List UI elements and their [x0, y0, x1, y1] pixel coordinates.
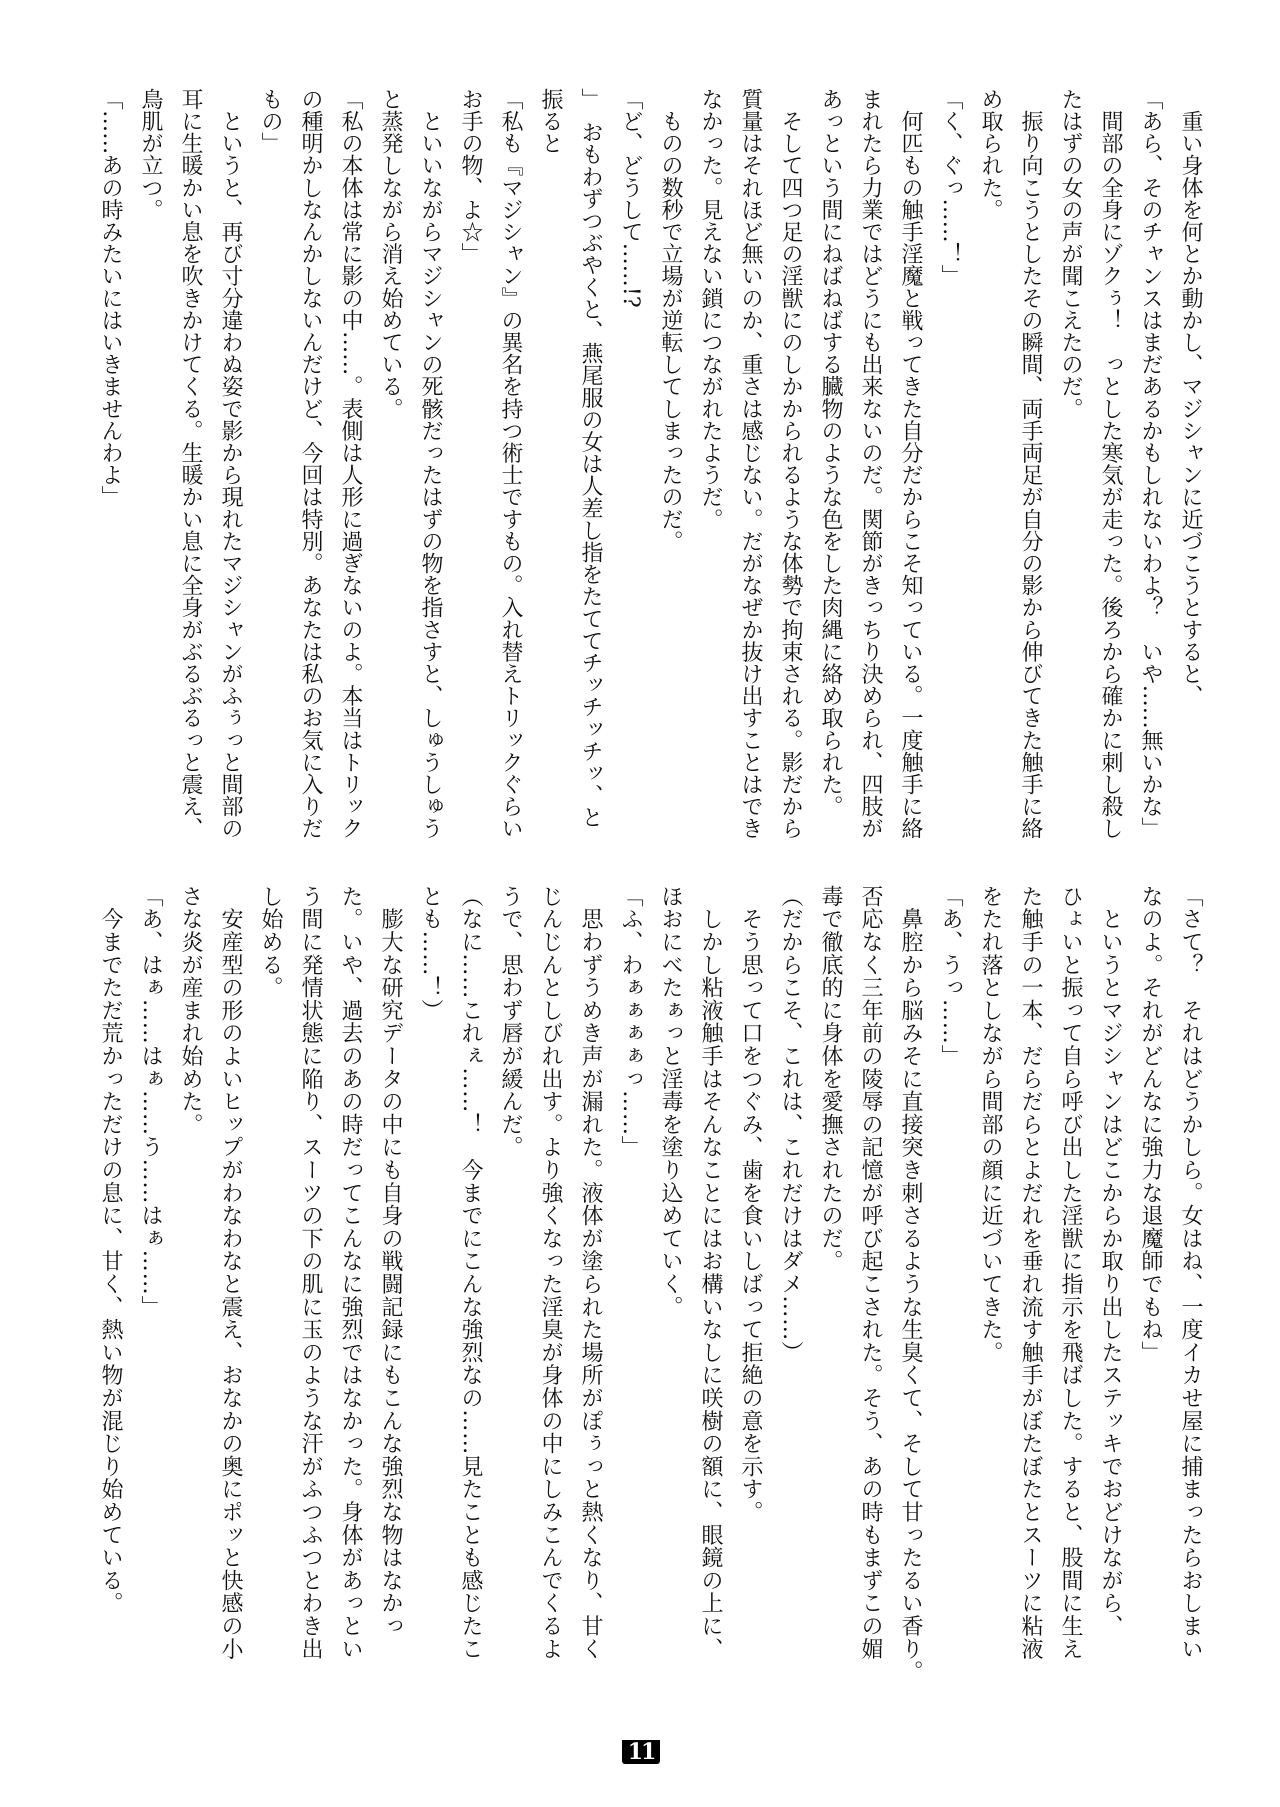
text-column: 耳に生暖かい息を吹きかけてくる。生暖かい息に全身がぶるぶるっと震え、: [178, 88, 203, 840]
text-column: 「ふ、わぁぁぁぁっ……」: [618, 885, 643, 1159]
text-column: 間部の全身にゾクぅ！ っとした寒気が走った。後ろから確かに刺し殺し: [1098, 88, 1123, 840]
upper-text-block: [90, 88, 1210, 848]
text-column: さな炎が産まれ始めた。: [178, 885, 203, 1136]
text-column: う間に発情状態に陥り、スーツの下の肌に玉のような汗がふつふつとわき出: [298, 885, 323, 1661]
text-column: なのよ。それがどんなに強力な退魔師でもね」: [1138, 885, 1163, 1364]
text-column: 「私も『マジシャン』の異名を持つ術士ですもの。入れ替えトリックぐらい: [498, 88, 523, 840]
text-column: 「ど、どうして……!?: [618, 88, 643, 308]
text-column: 今までただ荒かっただけの息に、甘く、熱い物が混じり始めている。: [98, 885, 123, 1615]
text-column: ほおにべたぁっと淫毒を塗り込めていく。: [658, 885, 683, 1319]
text-column: というとマジシャンはどこからか取り出したステッキでおどけながら、: [1098, 885, 1123, 1638]
text-column: 「あら、そのチャンスはまだあるかもしれないわよ？ いや……無いかな」: [1138, 88, 1163, 840]
text-column: 」 おもわずつぶやくと、燕尾服の女は人差し指をたててチッチッチッ、と: [578, 88, 603, 829]
text-column: をたれ落としながら間部の顔に近づいてきた。: [978, 885, 1003, 1364]
text-column: 何匹もの触手淫魔と戦ってきた自分だからこそ知っている。一度触手に絡: [898, 88, 923, 840]
text-column: お手の物、よ☆」: [458, 88, 483, 265]
text-column: 振ると: [538, 88, 563, 155]
text-column: （だからこそ、これは、これだけはダメ……）: [778, 885, 803, 1364]
text-column: まれたら力業ではどうにも出来ないのだ。関節がきっちり決められ、四肢が: [858, 88, 883, 840]
text-column: 安産型の形のよいヒップがわなわなと震え、おなかの奥にポッと快感の小: [218, 885, 243, 1661]
text-column: ひょいと振って自ら呼び出した淫獣に指示を飛ばした。すると、股間に生え: [1058, 885, 1083, 1661]
text-column: 「さて？ それはどうかしら。女はね、一度イカせ屋に捕まったらおしまい: [1178, 885, 1203, 1661]
lower-text-block: [90, 885, 1210, 1683]
text-column: といいながらマジシャンの死骸だったはずの物を指さすと、しゅうしゅう: [418, 88, 443, 840]
text-column: あっという間にねばねばする臓物のような色をした肉縄に絡め取られた。: [818, 88, 843, 818]
text-column: 重い身体を何とか動かし、マジシャンに近づこうとすると、: [1178, 88, 1203, 707]
page-number: 11: [622, 1740, 660, 1764]
text-column: そして四つ足の淫獣にのしかかられるような体勢で拘束される。影だから: [778, 88, 803, 840]
text-column: とも……！）: [418, 885, 443, 1022]
text-column: しかし粘液触手はそんなことにはお構いなしに咲樹の額に、眼鏡の上に、: [698, 885, 723, 1661]
text-column: もの」: [258, 88, 283, 155]
text-column: し始める。: [258, 885, 283, 999]
text-column: と蒸発しながら消え始めている。: [378, 88, 403, 420]
text-column: というと、再び寸分違わぬ姿で影から現れたマジシャンがふぅっと間部の: [218, 88, 243, 840]
text-column: うで、思わず唇が緩んだ。: [498, 885, 523, 1159]
text-column: たはずの女の声が聞こえたのだ。: [1058, 88, 1083, 420]
text-column: 「く、ぐっ……！」: [938, 88, 963, 287]
text-column: 振り向こうとしたその瞬間、両手両足が自分の影から伸びてきた触手に絡: [1018, 88, 1043, 840]
text-column: の種明かしなんかしないんだけど、今回は特別。あなたは私のお気に入りだ: [298, 88, 323, 840]
text-column: 鳥肌が立つ。: [138, 88, 163, 221]
text-column: （なに……これぇ……！ 今までにこんな強烈なの……見たことも感じたこ: [458, 885, 483, 1661]
text-column: 膨大な研究データの中にも自身の戦闘記録にもこんな強烈な物はなかっ: [378, 885, 403, 1638]
text-column: た。いや、過去のあの時だってこんなに強烈ではなかった。身体があっとい: [338, 885, 363, 1661]
text-column: 毒で徹底的に身体を愛撫されたのだ。: [818, 885, 843, 1273]
text-column: 「あ、うっ……」: [938, 885, 963, 1068]
text-column: 「私の本体は常に影の中……。表側は人形に過ぎないのよ。本当はトリック: [338, 88, 363, 840]
text-column: 思わずうめき声が漏れた。液体が塗られた場所がぽぅっと熱くなり、甘く: [578, 885, 603, 1661]
text-column: 質量はそれほど無いのか、重さは感じない。だがなぜか抜け出すことはでき: [738, 88, 763, 840]
text-column: 鼻腔から脳みそに直接突き刺さるような生臭くて、そして甘ったるい香り。: [898, 885, 923, 1683]
text-column: 「あ、はぁ……はぁ……う……はぁ……」: [138, 885, 163, 1319]
text-column: そう思って口をつぐみ、歯を食いしばって拒絶の意を示す。: [738, 885, 763, 1524]
text-column: なかった。見えない鎖につながれたようだ。: [698, 88, 723, 530]
text-column: 否応なく三年前の陵辱の記憶が呼び起こされた。そう、あの時もまずこの媚: [858, 885, 883, 1661]
text-column: ものの数秒で立場が逆転してしまったのだ。: [658, 88, 683, 553]
text-column: じんじんとしびれ出す。より強くなった淫臭が身体の中にしみこんでくるよ: [538, 885, 563, 1661]
text-column: 「……あの時みたいにはいきませんわよ」: [98, 88, 123, 508]
text-column: た触手の一本、だらだらとよだれを垂れ流す触手がぼたぼたとスーツに粘液: [1018, 885, 1043, 1661]
text-column: め取られた。: [978, 88, 1003, 221]
